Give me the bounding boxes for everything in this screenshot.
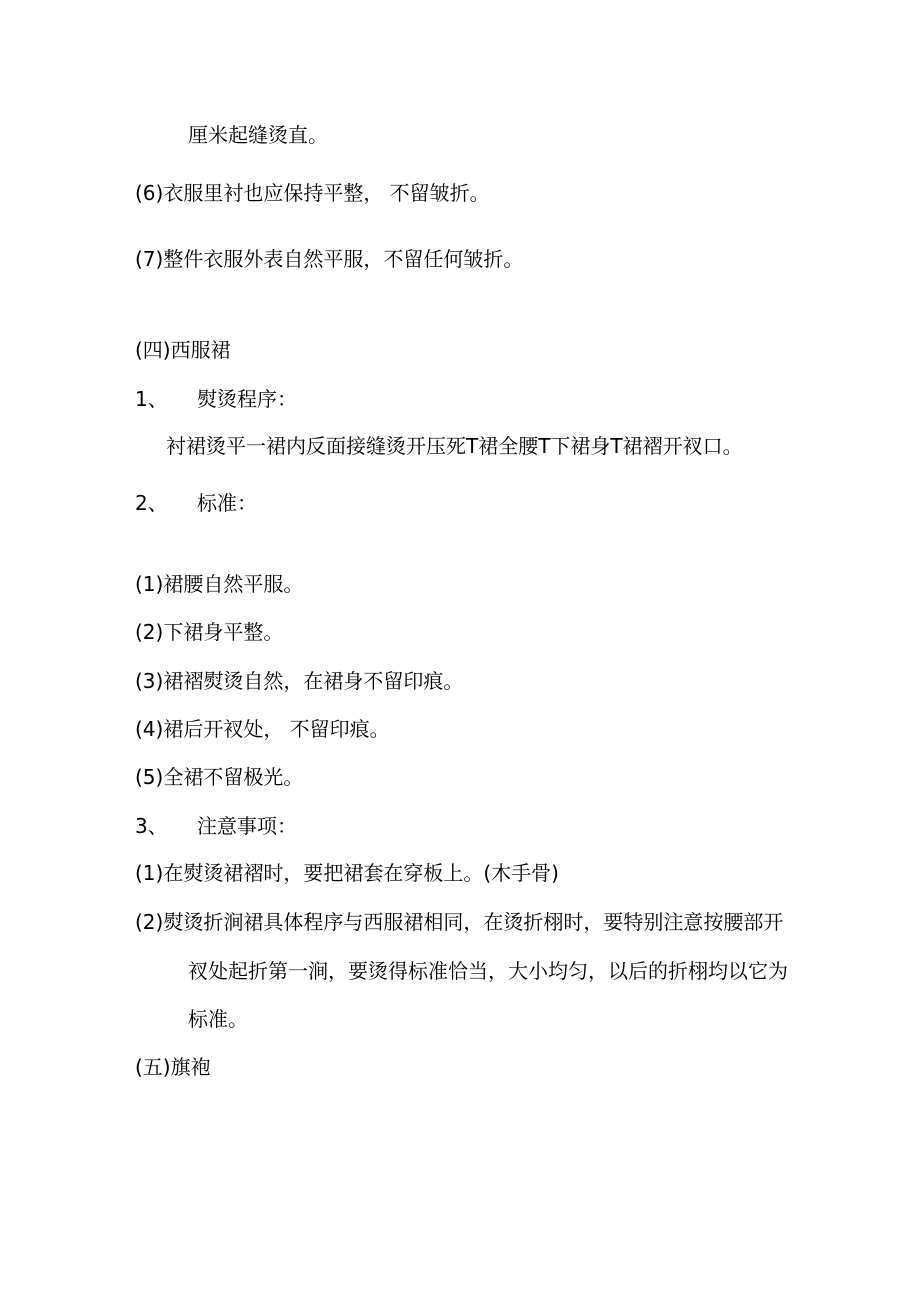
list-item-5: (5)全裙不留极光。: [135, 765, 304, 789]
heading-number: 2、: [135, 491, 168, 515]
text-line-1: 厘米起缝烫直。: [188, 123, 328, 147]
list-item-4: (4)裙后开衩处， 不留印痕。: [135, 717, 390, 741]
section-heading-5: (五)旗袍: [135, 1055, 211, 1079]
list-item-3: (3)裙褶熨烫自然，在裙身不留印痕。: [135, 669, 464, 693]
text-line-2: (6)衣服里衬也应保持平整， 不留皱折。: [135, 181, 490, 205]
note-item-1: (1)在熨烫裙褶时，要把裙套在穿板上。(木手骨): [135, 861, 559, 885]
list-item-1: (1)裙腰自然平服。: [135, 572, 304, 596]
list-item-2: (2)下裙身平整。: [135, 620, 284, 644]
heading-number: 3、: [135, 814, 168, 838]
heading-number: 1、: [135, 387, 168, 411]
heading-text: 熨烫程序：: [197, 387, 297, 411]
numbered-heading-1: [135, 386, 297, 412]
note-item-2-end: 标准。: [188, 1007, 248, 1031]
note-item-2-continued: 衩处起折第一涧，要烫得标准恰当，大小均匀，以后的折栩均以它为: [188, 959, 788, 983]
section-heading-4: (四)西服裙: [135, 338, 231, 362]
heading-text: 注意事项：: [197, 814, 297, 838]
numbered-heading-2: [135, 490, 257, 516]
note-item-2: (2)熨烫折涧裙具体程序与西服裙相同，在烫折栩时，要特别注意按腰部开: [135, 910, 784, 934]
text-line-procedure: 衬裙烫平一裙内反面接缝烫开压死T裙全腰T下裙身T裙褶开衩口。: [166, 434, 743, 458]
numbered-heading-3: [135, 813, 297, 839]
heading-text: 标准：: [197, 491, 257, 515]
text-line-3: (7)整件衣服外表自然平服，不留任何皱折。: [135, 247, 524, 271]
